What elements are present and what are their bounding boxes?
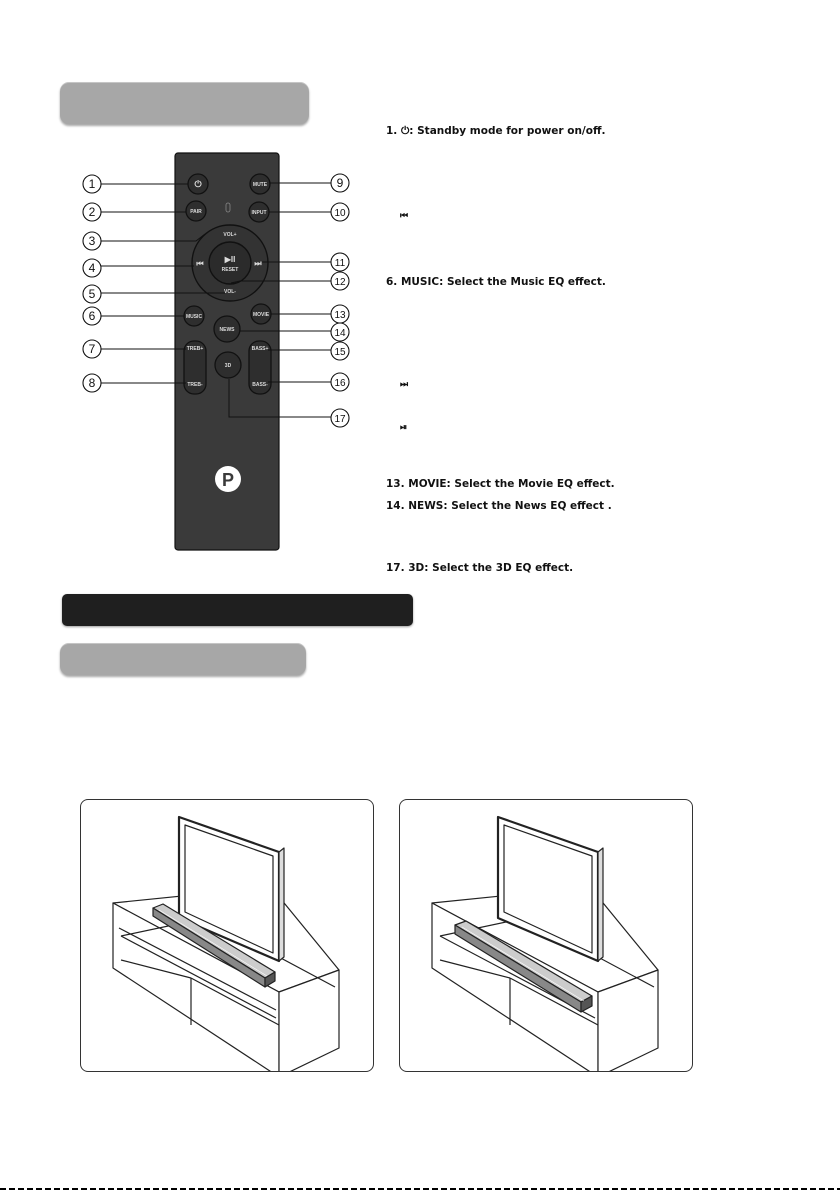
page-bottom-edge bbox=[0, 1188, 840, 1190]
prev-track-icon: ⏮ bbox=[400, 211, 409, 221]
callout-7: 7 bbox=[88, 342, 96, 356]
movie-label: MOVIE bbox=[252, 312, 270, 318]
play-pause-label: ▶II bbox=[224, 255, 236, 264]
callout-1: 1 bbox=[88, 177, 96, 191]
desc-power: 1. ⏻: Standby mode for power on/off. bbox=[386, 125, 606, 137]
desc-3d: 17. 3D: Select the 3D EQ effect. bbox=[386, 562, 574, 574]
callout-13: 13 bbox=[334, 310, 346, 321]
power-label: ⏻ bbox=[194, 179, 202, 189]
play-pause-icon: ⏯ bbox=[400, 423, 408, 433]
pair-label: PAIR bbox=[190, 209, 202, 215]
treb-up-label: TREB+ bbox=[186, 346, 204, 352]
treb-down-label: TREB- bbox=[187, 382, 203, 388]
vol-down-label: VOL- bbox=[224, 289, 236, 295]
bass-up-label: BASS+ bbox=[251, 346, 269, 352]
bass-down-label: BASS- bbox=[252, 382, 268, 388]
placement-panel-right bbox=[399, 799, 693, 1072]
vol-up-label: VOL+ bbox=[223, 232, 237, 238]
callout-3: 3 bbox=[88, 234, 96, 248]
tv-soundbar-illustration-left bbox=[81, 800, 373, 1071]
callout-8: 8 bbox=[88, 376, 96, 390]
callout-4: 4 bbox=[88, 261, 96, 275]
callout-10: 10 bbox=[334, 208, 346, 219]
callout-5: 5 bbox=[88, 287, 96, 301]
desc-movie: 13. MOVIE: Select the Movie EQ effect. bbox=[386, 478, 615, 490]
section-bar-placement bbox=[62, 594, 413, 626]
subsection-header bbox=[60, 643, 306, 675]
callout-15: 15 bbox=[334, 347, 346, 358]
callout-9: 9 bbox=[336, 176, 344, 190]
3d-label: 3D bbox=[224, 363, 232, 369]
desc-music: 6. MUSIC: Select the Music EQ effect. bbox=[386, 276, 606, 288]
music-label: MUSIC bbox=[185, 314, 203, 320]
desc-news: 14. NEWS: Select the News EQ effect . bbox=[386, 500, 612, 512]
next-label: ⏭ bbox=[254, 259, 262, 268]
brand-logo-letter: P bbox=[221, 470, 235, 490]
callout-2: 2 bbox=[88, 205, 96, 219]
input-label: INPUT bbox=[251, 210, 267, 216]
section-header-remote bbox=[60, 82, 309, 124]
callout-14: 14 bbox=[334, 328, 346, 339]
tv-soundbar-illustration-right bbox=[400, 800, 692, 1071]
reset-label: RESET bbox=[221, 267, 239, 273]
mute-label: MUTE bbox=[252, 182, 268, 188]
news-label: NEWS bbox=[219, 327, 235, 333]
callout-11: 11 bbox=[334, 258, 346, 269]
prev-label: ⏮ bbox=[196, 259, 204, 268]
next-track-icon: ⏭ bbox=[400, 380, 409, 390]
callout-6: 6 bbox=[88, 309, 96, 323]
placement-panel-left bbox=[80, 799, 374, 1072]
remote-diagram bbox=[0, 140, 380, 560]
callout-12: 12 bbox=[334, 277, 346, 288]
callout-17: 17 bbox=[334, 414, 346, 425]
callout-16: 16 bbox=[334, 378, 346, 389]
